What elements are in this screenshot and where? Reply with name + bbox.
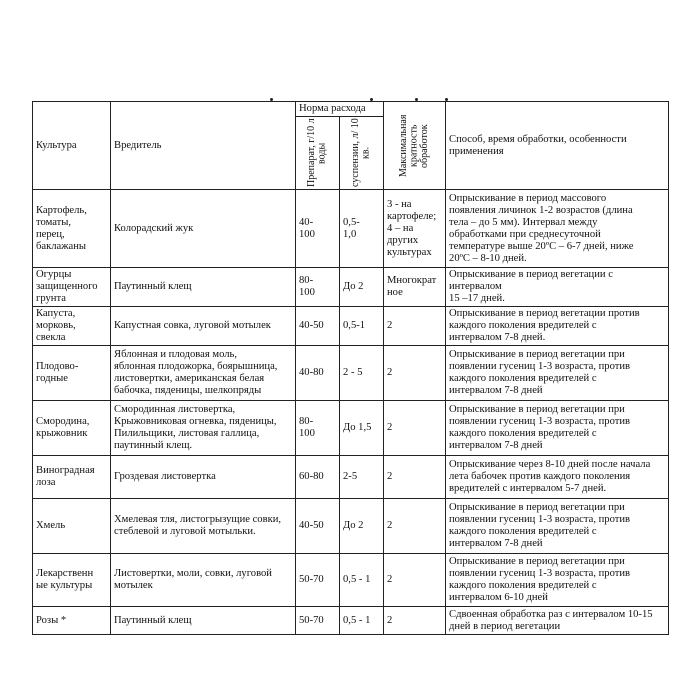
cell-susp: 0,5-1 bbox=[340, 307, 384, 346]
cell-prep: 80- 100 bbox=[296, 268, 340, 307]
cell-pest: Капустная совка, луговой мотылек bbox=[111, 307, 296, 346]
header-norm-susp bbox=[340, 117, 384, 190]
table-row bbox=[33, 401, 669, 456]
cell-susp: 2 - 5 bbox=[340, 346, 384, 401]
table-row bbox=[33, 268, 669, 307]
cell-culture: Хмель bbox=[33, 499, 111, 554]
header-norm-group: Норма расхода bbox=[296, 102, 384, 117]
header-culture: Культура bbox=[33, 102, 111, 190]
cell-mult: 2 bbox=[384, 554, 446, 607]
cell-mult: Многократ ное bbox=[384, 268, 446, 307]
cell-susp: До 2 bbox=[340, 499, 384, 554]
cell-prep: 50-70 bbox=[296, 607, 340, 635]
table-row bbox=[33, 456, 669, 499]
cell-method: Опрыскивание через 8-10 дней после начала лета бабочек против каждого поколения вредителей с интервалом 5-7 дней. bbox=[446, 456, 669, 499]
cell-method: Опрыскивание в период вегетации с интервалом 15 –17 дней. bbox=[446, 268, 669, 307]
cell-mult: 2 bbox=[384, 346, 446, 401]
cell-method: Опрыскивание в период массового появления личинок 1-2 возрастов (длина тела – до 5 мм). Интервал между обработками при среднесуточной температуре выше 20ºС – 6-7 дней, ниже 20ºС – 8-10 дней. bbox=[446, 190, 669, 268]
cell-susp: До 2 bbox=[340, 268, 384, 307]
cell-culture: Виноградная лоза bbox=[33, 456, 111, 499]
cell-culture: Лекарственн ые культуры bbox=[33, 554, 111, 607]
cell-mult: 2 bbox=[384, 607, 446, 635]
cell-method: Опрыскивание в период вегетации против каждого поколения вредителей с интервалом 7-8 дней. bbox=[446, 307, 669, 346]
cell-mult: 2 bbox=[384, 456, 446, 499]
cell-mult: 2 bbox=[384, 307, 446, 346]
cell-prep: 60-80 bbox=[296, 456, 340, 499]
cell-mult: 3 - на картофеле; 4 – на других культурах bbox=[384, 190, 446, 268]
cell-susp: До 1,5 bbox=[340, 401, 384, 456]
cell-susp: 0,5- 1,0 bbox=[340, 190, 384, 268]
treatment-table bbox=[32, 101, 669, 635]
table-row bbox=[33, 346, 669, 401]
cell-susp: 0,5 - 1 bbox=[340, 607, 384, 635]
cell-method: Опрыскивание в период вегетации при появлении гусениц 1-3 возраста, против каждого поколения вредителей с интервалом 7-8 дней bbox=[446, 346, 669, 401]
cell-method: Опрыскивание в период вегетации при появлении гусениц 1-3 возраста, против каждого поколения вредителей с интервалом 7-8 дней bbox=[446, 499, 669, 554]
table-row bbox=[33, 190, 669, 268]
table-row bbox=[33, 607, 669, 635]
cell-prep: 40-50 bbox=[296, 499, 340, 554]
header-row-1 bbox=[33, 102, 669, 117]
cell-culture: Плодово- годные bbox=[33, 346, 111, 401]
cell-susp: 2-5 bbox=[340, 456, 384, 499]
cell-culture: Смородина, крыжовник bbox=[33, 401, 111, 456]
header-norm-prep bbox=[296, 117, 340, 190]
cell-method: Опрыскивание в период вегетации при появлении гусениц 1-3 возраста, против каждого поколения вредителей с интервалом 7-8 дней bbox=[446, 401, 669, 456]
cell-prep: 40-80 bbox=[296, 346, 340, 401]
cell-mult: 2 bbox=[384, 499, 446, 554]
cell-pest: Паутинный клещ bbox=[111, 268, 296, 307]
cell-culture: Розы * bbox=[33, 607, 111, 635]
cell-method: Сдвоенная обработка раз с интервалом 10-15 дней в период вегетации bbox=[446, 607, 669, 635]
cell-prep: 40-50 bbox=[296, 307, 340, 346]
header-pest: Вредитель bbox=[111, 102, 296, 190]
table-row bbox=[33, 307, 669, 346]
cell-pest: Яблонная и плодовая моль, яблонная плодожорка, боярышница, листовертки, американская белая бабочка, пяденицы, шелкопряды bbox=[111, 346, 296, 401]
header-norm-susp-text: суспензии, л/ 10 кв. bbox=[350, 118, 372, 188]
cell-mult: 2 bbox=[384, 401, 446, 456]
header-method: Способ, время обработки, особенности применения bbox=[446, 102, 669, 190]
table-row bbox=[33, 554, 669, 607]
cell-pest: Гроздевая листовертка bbox=[111, 456, 296, 499]
header-max-mult-text: Максимальная кратность обработок bbox=[397, 114, 430, 177]
cell-culture: Картофель, томаты, перец, баклажаны bbox=[33, 190, 111, 268]
cell-culture: Капуста, морковь, свекла bbox=[33, 307, 111, 346]
cell-pest: Смородинная листовертка, Крыжовниковая огневка, пяденицы, Пилильщики, листовая галлица, паутинный клещ. bbox=[111, 401, 296, 456]
cell-method: Опрыскивание в период вегетации при появлении гусениц 1-3 возраста, против каждого поколения вредителей с интервалом 6-10 дней bbox=[446, 554, 669, 607]
cell-susp: 0,5 - 1 bbox=[340, 554, 384, 607]
cell-prep: 80- 100 bbox=[296, 401, 340, 456]
cell-pest: Листовертки, моли, совки, луговой мотылек bbox=[111, 554, 296, 607]
cell-pest: Паутинный клещ bbox=[111, 607, 296, 635]
cell-pest: Колорадский жук bbox=[111, 190, 296, 268]
cell-prep: 50-70 bbox=[296, 554, 340, 607]
header-norm-prep-text: Препарат, г/10 л воды bbox=[306, 118, 328, 188]
table-row bbox=[33, 499, 669, 554]
header-max-mult bbox=[384, 102, 446, 190]
cell-culture: Огурцы защищенного грунта bbox=[33, 268, 111, 307]
cell-prep: 40- 100 bbox=[296, 190, 340, 268]
cell-pest: Хмелевая тля, листогрызущие совки, стеблевой и луговой мотыльки. bbox=[111, 499, 296, 554]
